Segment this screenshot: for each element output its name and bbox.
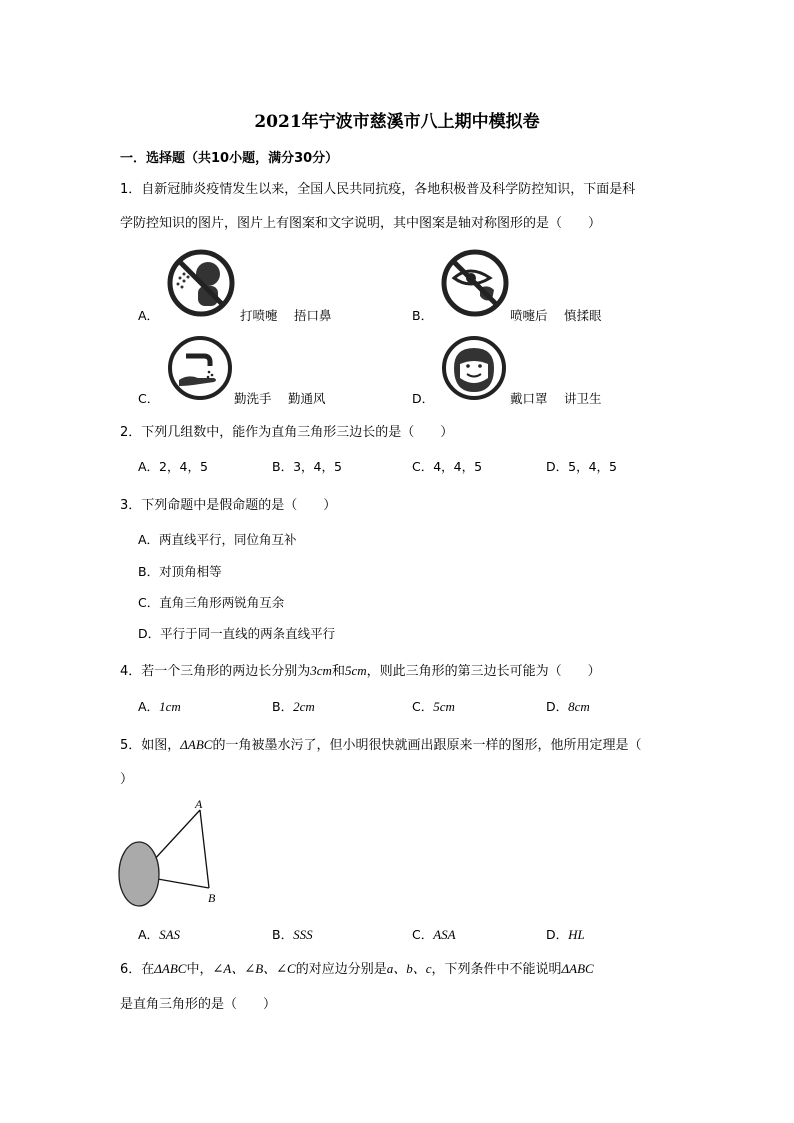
q1-option-a-caption: 打喷嚏 捂口鼻 (240, 308, 332, 323)
q2-text: 2．下列几组数中，能作为直角三角形三边长的是（ ） (120, 425, 454, 440)
q4-option-b-value: 2cm (293, 699, 315, 714)
q1-option-b-caption: 喷嚏后 慎揉眼 (510, 308, 602, 323)
q4-option-d-letter: D． (546, 699, 569, 714)
q2-option-d[interactable]: D．5，4，5 (546, 459, 617, 474)
ink-blot (119, 842, 159, 906)
q5-option-d[interactable] (546, 925, 585, 943)
q4-option-b-letter: B． (272, 699, 294, 714)
q4-option-a[interactable] (138, 697, 181, 715)
q3-option-d[interactable]: D．平行于同一直线的两条直线平行 (138, 626, 336, 641)
q5-triangle-figure (112, 792, 232, 912)
q5-option-d-letter: D． (546, 927, 569, 942)
q4-option-d-value: 8cm (568, 699, 590, 714)
q3-option-b[interactable]: B．对顶角相等 (138, 564, 222, 579)
q1-option-d-letter[interactable]: D． (412, 391, 435, 406)
q2-option-a[interactable]: A．2，4，5 (138, 459, 208, 474)
q1-option-b-letter[interactable]: B． (412, 308, 434, 323)
q3-option-c[interactable]: C．直角三角形两锐角互余 (138, 595, 285, 610)
q5-option-a[interactable] (138, 925, 180, 943)
q4-option-a-value: 1cm (159, 699, 181, 714)
q5-text (120, 734, 641, 753)
vertex-b-label: B (208, 891, 216, 905)
q4-option-c[interactable] (412, 697, 455, 715)
q4-mid: 和 (331, 664, 345, 679)
q4-post: ，则此三角形的第三边长可能为（ ） (366, 664, 601, 679)
q5-pre: 5．如图， (120, 738, 181, 753)
q6-mid2: 的对应边分别是 (295, 962, 387, 977)
wear-mask-icon (440, 334, 508, 402)
q5-option-c[interactable] (412, 925, 456, 943)
q1-option-c-letter[interactable]: C． (138, 391, 160, 406)
q5-line2: ） (120, 772, 134, 787)
q4-option-c-value: 5cm (433, 699, 455, 714)
q6-mid1: 中， (186, 962, 213, 977)
q5-triangle: ΔABC (180, 737, 213, 752)
q6-line2: 是直角三角形的是（ ） (120, 997, 277, 1012)
q4-pre: 4．若一个三角形的两边长分别为 (120, 664, 311, 679)
q6-triangle: ΔABC (154, 961, 187, 976)
q1-line1: 1．自新冠肺炎疫情发生以来，全国人民共同抗疫，各地积极普及科学防控知识，下面是科 (120, 182, 636, 197)
q6-angles: ∠A、∠B、∠C (212, 961, 296, 976)
q4-option-a-letter: A． (138, 699, 160, 714)
q2-option-b[interactable]: B．3，4，5 (272, 459, 342, 474)
q6-mid3: ，下列条件中不能说明 (431, 962, 562, 977)
q5-option-d-value: HL (568, 927, 585, 942)
section-heading: 一．选择题（共10小题，满分30分） (120, 151, 339, 166)
sneeze-cover-icon (166, 248, 236, 318)
q6-triangle-2: ΔABC (561, 961, 594, 976)
q5-option-b[interactable] (272, 925, 313, 943)
q6-sides: a、b、c (386, 961, 432, 976)
q4-option-c-letter: C． (412, 699, 434, 714)
q5-option-b-letter: B． (272, 927, 294, 942)
q4-text (120, 660, 601, 679)
wash-hands-icon (166, 334, 234, 402)
q5-option-a-letter: A． (138, 927, 160, 942)
q1-option-c-caption: 勤洗手 勤通风 (234, 391, 326, 406)
q3-text: 3．下列命题中是假命题的是（ ） (120, 498, 337, 513)
q5-option-b-value: SSS (293, 927, 313, 942)
q2-option-c[interactable]: C．4，4，5 (412, 459, 483, 474)
no-rub-eye-icon (440, 248, 510, 318)
q5-option-c-letter: C． (412, 927, 434, 942)
q6-pre: 6．在 (120, 962, 155, 977)
page-title: 2021年宁波市慈溪市八上期中模拟卷 (254, 112, 540, 132)
q4-side-b: 5cm (344, 663, 367, 678)
q4-side-a: 3cm (310, 663, 332, 678)
q1-option-d-caption: 戴口罩 讲卫生 (510, 391, 602, 406)
q1-line2: 学防控知识的图片，图片上有图案和文字说明，其中图案是轴对称图形的是（ ） (120, 216, 602, 231)
q3-option-a[interactable]: A．两直线平行，同位角互补 (138, 532, 297, 547)
q6-text (120, 958, 594, 977)
q5-option-c-value: ASA (433, 927, 456, 942)
q1-option-a-letter[interactable]: A． (138, 308, 160, 323)
vertex-a-label: A (195, 797, 203, 811)
q5-post: 的一角被墨水污了，但小明很快就画出跟原来一样的图形，他所用定理是（ (212, 738, 642, 753)
q4-option-b[interactable] (272, 697, 315, 715)
q4-option-d[interactable] (546, 697, 590, 715)
q5-option-a-value: SAS (159, 927, 181, 942)
